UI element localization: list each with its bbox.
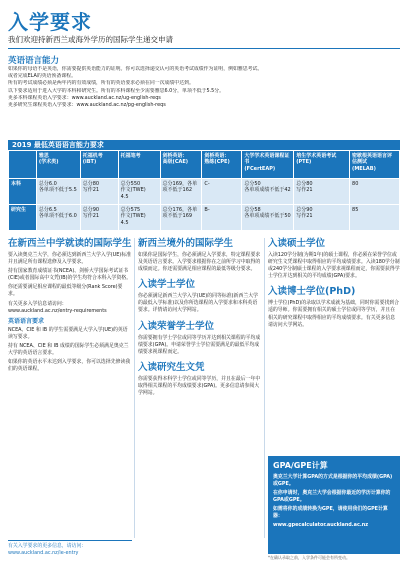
- paragraph: 你需要获得本科学士学位或同等学历，并且在最后一年中取得相关课程的平均成绩要求(GPA)。更多信息请参阅大学网站。: [138, 375, 261, 397]
- table-header-cell: 密歇根英语语言评估测试 (MELAB): [350, 151, 400, 179]
- section-heading: 入读博士学位(PhD): [268, 286, 356, 298]
- gpa-callout: [268, 456, 400, 554]
- paragraph: 博士学位(PhD)的录取以学术成就为基础，同时你需要找到合适的导师。你需要拥有相关的硕士学位或同等学历，并且在相关的研究课程中取得相应的平均成绩要求。有关更多信息请访问大学网站。: [268, 300, 400, 328]
- paragraph-link[interactable]: 有关更多入学信息请访问：www.auckland.ac.nz/entry-requirements: [8, 300, 107, 314]
- paragraph: 持有国家教育成绩证书(NCEA)、剑桥大学国际考试证书(CIE)或者国际高中文凭(IB)的学生均符合本科入学资格。: [8, 268, 132, 282]
- paragraph: NCEA、CIE 和 IB 的学生需要满足大学入学(UE)的英语读写要求。: [8, 326, 128, 340]
- gpa-calculator-link[interactable]: www.gpecalculator.auckland.ac.nz: [273, 522, 369, 528]
- table-row-label: 研究生: [9, 205, 37, 231]
- table-cell: 总分50 各单项成绩不低于42: [242, 179, 294, 205]
- table-cell: 总分550 作文(TWE) 4.5: [118, 179, 160, 205]
- section-heading: 入读研究生文凭: [138, 361, 205, 373]
- section-heading: 新西兰境外的国际学生: [138, 238, 234, 249]
- paragraph: 你还需要满足相应课程的最低等级分(Rank Score)要求。: [8, 284, 123, 298]
- language-line: 以下要求适用于进入大学的本科和研究生。所有的本科课程至少需要雅思6.0分，单项不低于5.5分。: [8, 87, 225, 94]
- table-row: [9, 205, 400, 231]
- section-heading: 入读硕士学位: [268, 238, 326, 249]
- requirements-table-title: 2019 最低英语语言能力要求: [8, 140, 400, 150]
- table-header-cell: 托福机考 (iBT): [80, 151, 118, 179]
- language-line: 如果你的母语不是英语，你需要提供英语能力的证明。你可以选择递交认可的英语考试成绩作为证明，例如雅思考试、: [8, 66, 263, 72]
- table-header-cell: 托福笔考: [118, 151, 160, 179]
- language-line: 或者完成ELA的英语预备课程。: [8, 73, 76, 80]
- gpa-heading: GPA/GPE计算: [273, 461, 328, 470]
- table-header-cell: 培生学术英语考试 (PTE): [294, 151, 350, 179]
- gpa-line: 奥克兰大学计算GPA的方式是根据你的平均成绩(GPA)或GPE。: [273, 474, 393, 487]
- section-heading: 入读学士学位: [138, 279, 196, 291]
- table-cell: 总分90 写作21: [294, 205, 350, 231]
- table-cell: 总分169，各单项不低于162: [160, 179, 202, 205]
- paragraph: 你必须满足新西兰大学入学(UE)的同等标准(新西兰大学的最低入学标准)以及你所选课程的入学要求和本科英语要求。详情请访问大学网站。: [138, 293, 258, 314]
- table-row: [9, 179, 400, 205]
- language-link-postgrad[interactable]: 更多研究生课程英语入学要求：www.auckland.ac.nz/pg-english-reqs: [8, 102, 166, 109]
- paragraph: 如果你的英语水平未达到入学要求，你可以选择先修读我们的英语课程。: [8, 359, 131, 373]
- table-header-row: [9, 151, 400, 179]
- table-cell: 80: [350, 179, 400, 205]
- table-header-cell: 大学学术英语课程证书 (FCertEAP): [242, 151, 294, 179]
- table-cell: 总分6.5 各单项不低于6.0: [36, 205, 80, 231]
- paragraph: 持有 NCEA、CIE 和 IB 成绩的国际学生必须满足奥克兰大学的英语语言要求。: [8, 343, 129, 357]
- language-body: [8, 66, 400, 109]
- language-link-undergrad[interactable]: 更多本科课程英语入学要求：www.auckland.ac.nz/ug-english-reqs: [8, 94, 161, 101]
- table-header-cell: [9, 151, 37, 179]
- table-cell: 总分6.0 各单项不低于5.5: [36, 179, 80, 205]
- paragraph: 入读120学分制(为期1年)的硕士课程，你必须在荣誉学位或研究生文凭课程中取得相应的平均成绩要求。入读180学分制或240学分制硕士课程的入学要求视课程而定，你需要获得学士学位并达到相关的平均成绩(GPA)要求。: [268, 252, 400, 280]
- table-row-label: 本科: [9, 179, 37, 205]
- language-heading: 英语语言能力: [8, 56, 60, 66]
- table-cell: C-: [202, 179, 242, 205]
- column-divider: [264, 238, 265, 538]
- gpa-line: 在你申请时，奥克兰大学会根据你最近的学历计算你的GPA或GPE。: [273, 490, 391, 503]
- page-subtitle: 我们欢迎持新西兰或海外学历的国际学生递交申请: [8, 35, 173, 44]
- sub-heading: 英语语言要求: [8, 317, 45, 325]
- table-cell: 总分80 写作21: [294, 179, 350, 205]
- language-line: 所有的考试成绩必须是两年内的有效成绩，所有的英语要求必须在同一次成绩中达到。: [8, 80, 194, 87]
- table-cell: B-: [202, 205, 242, 231]
- table-header-cell: 剑桥英语： 高级(CAE): [160, 151, 202, 179]
- paragraph: 如果你是国际学生，你必须满足入学要求，特定课程要求及英语语言要求。入学要求根据你在之前所学习中取得的成绩而定。你还需要满足相应课程的最低等级分要求。: [138, 252, 261, 273]
- table-cell: 85: [350, 205, 400, 231]
- contact-link[interactable]: 有关入学要求的更多信息，请访问：www.auckland.ac.nz/ie-entry: [8, 540, 132, 557]
- page-title: 入学要求: [8, 10, 92, 34]
- requirements-table: [8, 150, 400, 231]
- gpa-line: 如需将你的成绩转换为GPE，请使用我们的GPE计算器：: [273, 506, 388, 519]
- table-cell: 总分176，各单项不低于169: [160, 205, 202, 231]
- header-divider: [8, 48, 400, 49]
- table-cell: 总分90 写作21: [80, 205, 118, 231]
- column-divider: [134, 238, 135, 538]
- column-nz-schools: [8, 238, 132, 375]
- column-international: [138, 238, 262, 399]
- footnote: *在确认录取之前，入学条件可能会有所变动。: [268, 555, 350, 560]
- column-postgrad: [268, 238, 400, 331]
- table-header-cell: 剑桥英语： 熟练(CPE): [202, 151, 242, 179]
- paragraph: 你需要拥有学士学位或同等学历并达到相关课程的平均成绩要求(GPA)。申请荣誉学士学位需要满足的最低平均成绩要求视课程而定。: [138, 334, 261, 355]
- table-cell: 总分80 写作21: [80, 179, 118, 205]
- section-heading: 入读荣誉学士学位: [138, 320, 215, 332]
- table-header-cell: 雅思 (学术类): [36, 151, 80, 179]
- table-cell: 总分575 作文(TWE) 4.5: [118, 205, 160, 231]
- section-heading: 在新西兰中学就读的国际学生: [8, 238, 132, 249]
- paragraph: 要入读奥克兰大学，你必须达到新西兰大学入学(UE)标准并且满足所有课程选修及入学要求。: [8, 252, 131, 266]
- table-cell: 总分58 各单项成绩不低于50: [242, 205, 294, 231]
